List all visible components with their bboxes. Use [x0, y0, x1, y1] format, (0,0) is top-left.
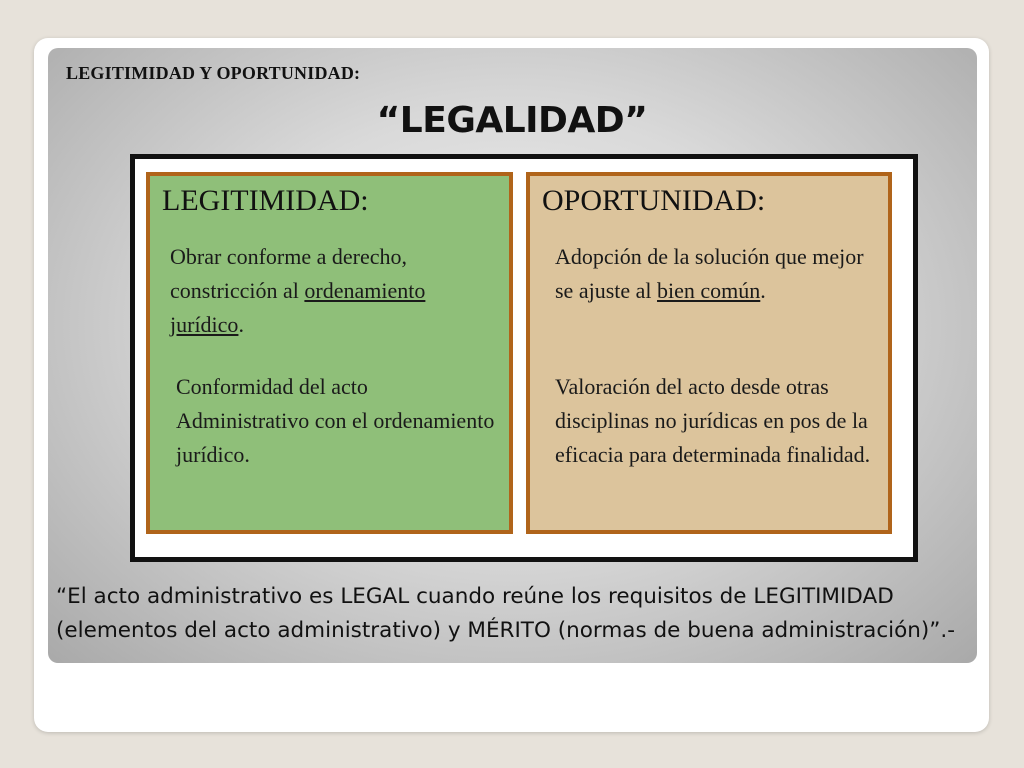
legitimidad-heading: LEGITIMIDAD: — [162, 184, 369, 217]
oportunidad-emphasis: bien común — [657, 278, 761, 303]
legitimidad-definition-end: . — [238, 312, 244, 337]
legal-definition-quote — [56, 580, 986, 648]
oportunidad-heading: OPORTUNIDAD: — [542, 184, 766, 217]
oportunidad-definition-end: . — [760, 278, 766, 303]
quote-end: (normas de buena administración)”.- — [550, 618, 956, 643]
quote-mid2: (elementos del acto administrativo) y — [56, 618, 468, 643]
oportunidad-description: Valoración del acto desde otras disciplinas no jurídicas en pos de la eficacia para determinada finalidad. — [555, 374, 871, 467]
slide-subtitle: LEGITIMIDAD Y OPORTUNIDAD: — [66, 63, 361, 83]
oportunidad-definition — [555, 240, 875, 308]
legitimidad-emphasis: ordenamiento jurídico — [170, 278, 426, 337]
quote-open: “El acto administrativo es — [56, 584, 341, 609]
quote-legitimidad: LEGITIMIDAD — [753, 584, 894, 609]
oportunidad-box — [526, 172, 892, 534]
slide-title: “LEGALIDAD” — [376, 100, 648, 141]
quote-merito: MÉRITO — [467, 618, 551, 643]
oportunidad-definition-text: Adopción de la solución que mejor se ajuste al — [555, 244, 864, 303]
legitimidad-definition-text: Obrar conforme a derecho, constricción al — [170, 244, 407, 303]
legitimidad-description: Conformidad del acto Administrativo con el ordenamiento jurídico. — [176, 374, 495, 467]
legitimidad-definition — [170, 240, 490, 342]
quote-legal: LEGAL — [340, 584, 410, 609]
quote-mid1: cuando reúne los requisitos de — [409, 584, 754, 609]
legitimidad-box — [146, 172, 513, 534]
